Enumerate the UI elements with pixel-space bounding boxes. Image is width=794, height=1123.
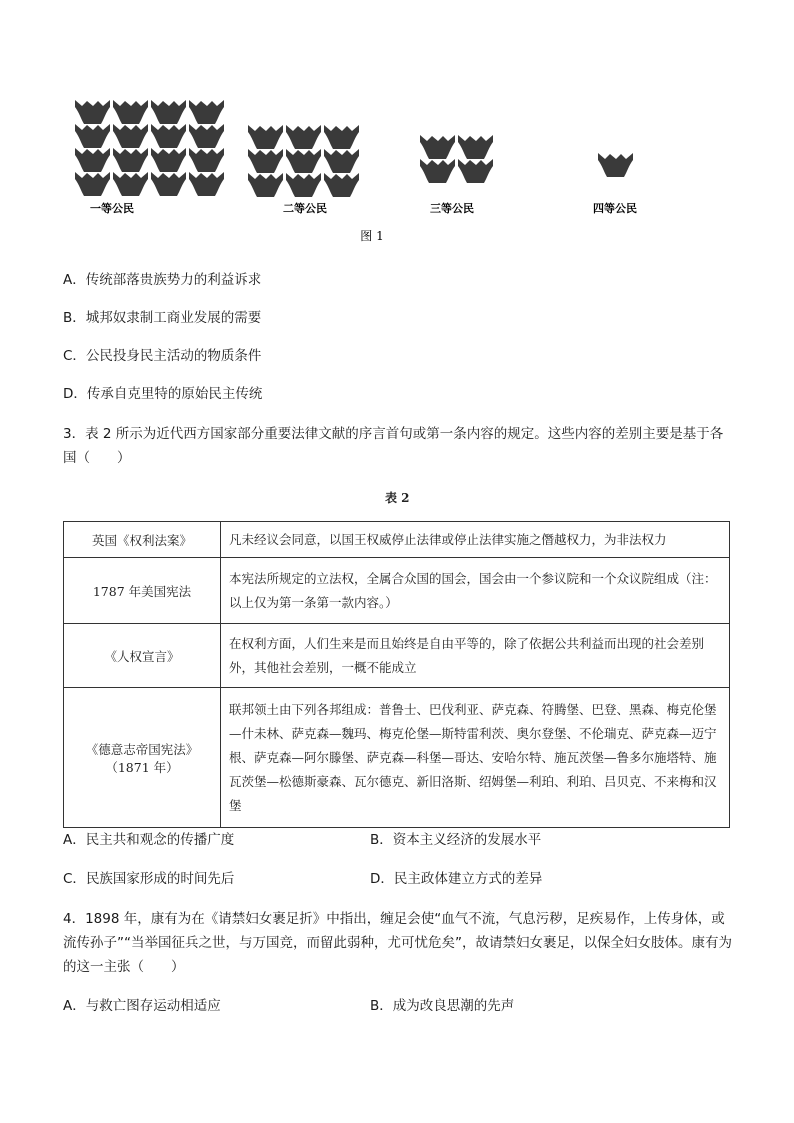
q4-option-b: B．成为改良思潮的先声 bbox=[370, 998, 515, 1014]
ingot-icon bbox=[248, 149, 283, 173]
q2-option-a: A．传统部落贵族势力的利益诉求 bbox=[63, 272, 262, 288]
q4-option-a: A．与救亡图存运动相适应 bbox=[63, 998, 221, 1014]
ingot-icon bbox=[248, 173, 283, 197]
ingot-icon bbox=[75, 100, 110, 124]
law-table bbox=[63, 521, 730, 828]
table-cell-name: 1787 年美国宪法 bbox=[64, 558, 221, 624]
q2-option-b: B．城邦奴隶制工商业发展的需要 bbox=[63, 310, 262, 326]
table-row bbox=[64, 522, 730, 558]
table-row bbox=[64, 558, 730, 624]
ingot-icon bbox=[458, 159, 493, 183]
ingot-icon bbox=[113, 124, 148, 148]
table-cell-content: 在权利方面，人们生来是而且始终是自由平等的，除了依据公共利益而出现的社会差别外，其他社会差别，一概不能成立 bbox=[221, 624, 730, 688]
q3-stem: 3．表 2 所示为近代西方国家部分重要法律文献的序言首句或第一条内容的规定。这些内容的差别主要是基于各国（ ） bbox=[63, 426, 724, 466]
ingot-icon bbox=[75, 172, 110, 196]
ingot-icon bbox=[113, 172, 148, 196]
ingot-icon bbox=[458, 135, 493, 159]
q3-option-d: D．民主政体建立方式的差异 bbox=[370, 871, 543, 887]
ingot-icon bbox=[151, 148, 186, 172]
table-caption: 表 2 bbox=[385, 491, 410, 505]
table-row bbox=[64, 688, 730, 828]
table-cell-content: 联邦领土由下列各邦组成：普鲁士、巴伐利亚、萨克森、符腾堡、巴登、黑森、梅克伦堡—什未林、萨克森—魏玛、梅克伦堡—斯特雷利茨、奥尔登堡、不伦瑞克、萨克森—迈宁根、萨克森—阿尔滕堡、萨克森—科堡—哥达、安哈尔特、施瓦茨堡—鲁多尔施塔特、施瓦茨堡—松德斯豪森、瓦尔德克、新旧洛斯、绍姆堡—利珀、利珀、吕贝克、不来梅和汉堡 bbox=[221, 688, 730, 828]
ingot-group-3 bbox=[420, 135, 493, 183]
table-cell-name: 《人权宣言》 bbox=[64, 624, 221, 688]
ingot-icon bbox=[75, 124, 110, 148]
ingot-icon bbox=[324, 125, 359, 149]
figure-citizen-ingots bbox=[60, 85, 660, 250]
ingot-icon bbox=[420, 159, 455, 183]
ingot-icon bbox=[113, 148, 148, 172]
figure-caption: 图 1 bbox=[360, 229, 384, 243]
table-cell-name-line2: （1871 年） bbox=[105, 759, 179, 775]
table-cell-content: 凡未经议会同意，以国王权威停止法律或停止法律实施之僭越权力，为非法权力 bbox=[221, 522, 730, 558]
table-cell-name-line1: 《德意志帝国宪法》 bbox=[85, 741, 199, 757]
ingot-icon bbox=[75, 148, 110, 172]
ingot-icon bbox=[286, 125, 321, 149]
q3-option-b: B．资本主义经济的发展水平 bbox=[370, 832, 542, 848]
table-row bbox=[64, 624, 730, 688]
ingot-icon bbox=[286, 173, 321, 197]
ingot-icon bbox=[189, 124, 224, 148]
ingot-icon bbox=[151, 172, 186, 196]
ingot-icon bbox=[151, 124, 186, 148]
group-label-1: 一等公民 bbox=[90, 202, 134, 215]
ingot-icon bbox=[189, 172, 224, 196]
ingot-icon bbox=[324, 173, 359, 197]
q2-option-d: D．传承自克里特的原始民主传统 bbox=[63, 386, 263, 402]
q4-stem: 4．1898 年，康有为在《请禁妇女裹足折》中指出，缠足会使“血气不流，气息污秽，足疾易作，上传身体，或流传孙子”“当举国征兵之世，与万国竞，而留此弱种，尤可忧危矣”，故请禁妇女裹足，以保全妇女肢体。康有为的这一主张（ ） bbox=[63, 911, 732, 975]
ingot-icon bbox=[151, 100, 186, 124]
q3-option-c: C．民族国家形成的时间先后 bbox=[63, 871, 235, 887]
q2-option-c: C．公民投身民主活动的物质条件 bbox=[63, 348, 262, 364]
ingot-icon bbox=[598, 153, 633, 177]
ingot-group-4 bbox=[598, 153, 633, 177]
group-label-4: 四等公民 bbox=[593, 202, 637, 215]
ingot-icon bbox=[189, 148, 224, 172]
table-cell-content: 本宪法所规定的立法权，全属合众国的国会，国会由一个参议院和一个众议院组成（注：以上仅为第一条第一款内容。） bbox=[221, 558, 730, 624]
ingot-icon bbox=[420, 135, 455, 159]
ingot-icon bbox=[113, 100, 148, 124]
table-cell-name: 英国《权利法案》 bbox=[64, 522, 221, 558]
table-cell-name bbox=[64, 688, 221, 828]
ingot-group-2 bbox=[248, 125, 359, 197]
ingot-group-1 bbox=[75, 100, 224, 196]
q3-option-a: A．民主共和观念的传播广度 bbox=[63, 832, 235, 848]
ingot-icon bbox=[189, 100, 224, 124]
ingot-icon bbox=[324, 149, 359, 173]
group-label-3: 三等公民 bbox=[430, 202, 474, 215]
ingot-icon bbox=[286, 149, 321, 173]
group-label-2: 二等公民 bbox=[283, 202, 327, 215]
ingot-icon bbox=[248, 125, 283, 149]
